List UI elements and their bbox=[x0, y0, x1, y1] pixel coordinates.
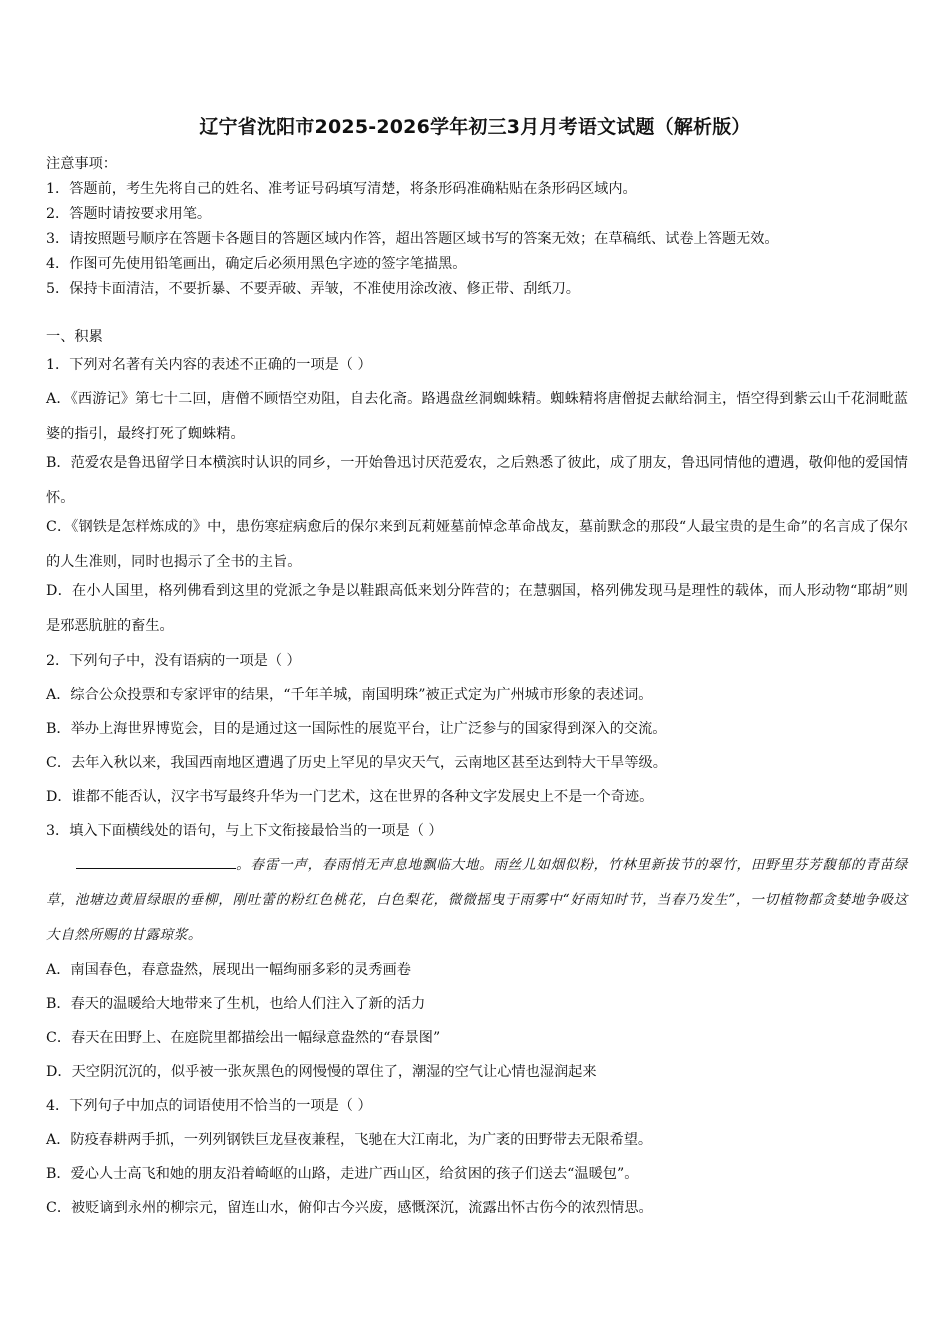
question-2-option-d: D．谁都不能否认，汉字书写最终升华为一门艺术，这在世界的各种文字发展史上不是一个奇迹。 bbox=[46, 789, 654, 805]
question-2-stem: 2．下列句子中，没有语病的一项是（ ） bbox=[46, 653, 301, 669]
passage-text: 。春雷一声，春雨悄无声息地飘临大地。雨丝儿如烟似粉，竹林里新拔节的翠竹，田野里芬芳馥郁的青苗绿草，池塘边黄眉绿眼的垂柳，刚吐蕾的粉红色桃花，白色梨花，微微摇曳于雨雾中“好雨知时节，当春乃发生”，一切植物都贪婪地争吸这大自然所赐的甘露琼浆。 bbox=[46, 857, 908, 943]
question-1-stem: 1．下列对名著有关内容的表述不正确的一项是（ ） bbox=[46, 357, 372, 373]
notice-item: 1．答题前，考生先将自己的姓名、准考证号码填写清楚，将条形码准确粘贴在条形码区域内。 bbox=[46, 181, 637, 197]
question-3-option-d: D．天空阴沉沉的，似乎被一张灰黑色的网慢慢的罩住了，潮湿的空气让心情也湿润起来 bbox=[46, 1064, 597, 1080]
question-3-option-c: C．春天在田野上、在庭院里都描绘出一幅绿意盎然的“春景图” bbox=[46, 1030, 441, 1046]
question-1-option-c: C．《钢铁是怎样炼成的》中，患伤寒症病愈后的保尔来到瓦莉娅墓前悼念革命战友，墓前默念的那段“人最宝贵的是生命”的名言成了保尔的人生准则，同时也揭示了全书的主旨。 bbox=[46, 519, 908, 570]
page-title: 辽宁省沈阳市2025-2026学年初三3月月考语文试题（解析版） bbox=[199, 116, 751, 138]
question-2-option-b: B．举办上海世界博览会，目的是通过这一国际性的展览平台，让广泛参与的国家得到深入的交流。 bbox=[46, 721, 667, 737]
notice-item: 4．作图可先使用铅笔画出，确定后必须用黑色字迹的签字笔描黑。 bbox=[46, 256, 467, 272]
notice-item: 3．请按照题号顺序在答题卡各题目的答题区域内作答，超出答题区域书写的答案无效；在草稿纸、试卷上答题无效。 bbox=[46, 231, 779, 247]
question-4-option-a: A．防疫春耕两手抓，一列列钢铁巨龙昼夜兼程，飞驰在大江南北，为广袤的田野带去无限希望。 bbox=[46, 1132, 653, 1148]
question-2-option-c: C．去年入秋以来，我国西南地区遭遇了历史上罕见的旱灾天气，云南地区甚至达到特大干旱等级。 bbox=[46, 755, 667, 771]
section-heading: 一、积累 bbox=[46, 329, 103, 345]
question-1-option-b: B．范爱农是鲁迅留学日本横滨时认识的同乡，一开始鲁迅讨厌范爱农，之后熟悉了彼此，成了朋友，鲁迅同情他的遭遇，敬仰他的爱国情怀。 bbox=[46, 455, 908, 506]
question-3-passage bbox=[46, 848, 908, 953]
question-1-option-a: A．《西游记》第七十二回，唐僧不顾悟空劝阻，自去化斋。路遇盘丝洞蜘蛛精。蜘蛛精将唐僧捉去献给洞主，悟空得到紫云山千花洞毗蓝婆的指引，最终打死了蜘蛛精。 bbox=[46, 391, 908, 442]
notice-heading: 注意事项： bbox=[46, 156, 117, 172]
question-3-option-a: A．南国春色，春意盎然，展现出一幅绚丽多彩的灵秀画卷 bbox=[46, 962, 411, 978]
question-3-stem: 3．填入下面横线处的语句，与上下文衔接最恰当的一项是（ ） bbox=[46, 823, 443, 839]
question-1-option-d: D．在小人国里，格列佛看到这里的党派之争是以鞋跟高低来划分阵营的；在慧骃国，格列佛发现马是理性的载体，而人形动物“耶胡”则是邪恶肮脏的畜生。 bbox=[46, 583, 908, 634]
notice-item: 5．保持卡面清洁，不要折暴、不要弄破、弄皱，不准使用涂改液、修正带、刮纸刀。 bbox=[46, 281, 580, 297]
question-2-option-a: A．综合公众投票和专家评审的结果，“千年羊城，南国明珠”被正式定为广州城市形象的表述词。 bbox=[46, 687, 653, 703]
question-4-option-c: C．被贬谪到永州的柳宗元，留连山水，俯仰古今兴废，感慨深沉，流露出怀古伤今的浓烈情思。 bbox=[46, 1200, 653, 1216]
notice-item: 2．答题时请按要求用笔。 bbox=[46, 206, 212, 222]
notice-block bbox=[46, 152, 910, 302]
question-3-option-b: B．春天的温暖给大地带来了生机，也给人们注入了新的活力 bbox=[46, 996, 426, 1012]
question-4-stem: 4．下列句子中加点的词语使用不恰当的一项是（ ） bbox=[46, 1098, 372, 1114]
question-4-option-b: B．爱心人士高飞和她的朋友沿着崎岖的山路，走进广西山区，给贫困的孩子们送去“温暖包”。 bbox=[46, 1166, 639, 1182]
question-content bbox=[46, 326, 908, 1231]
answer-blank bbox=[76, 854, 236, 869]
